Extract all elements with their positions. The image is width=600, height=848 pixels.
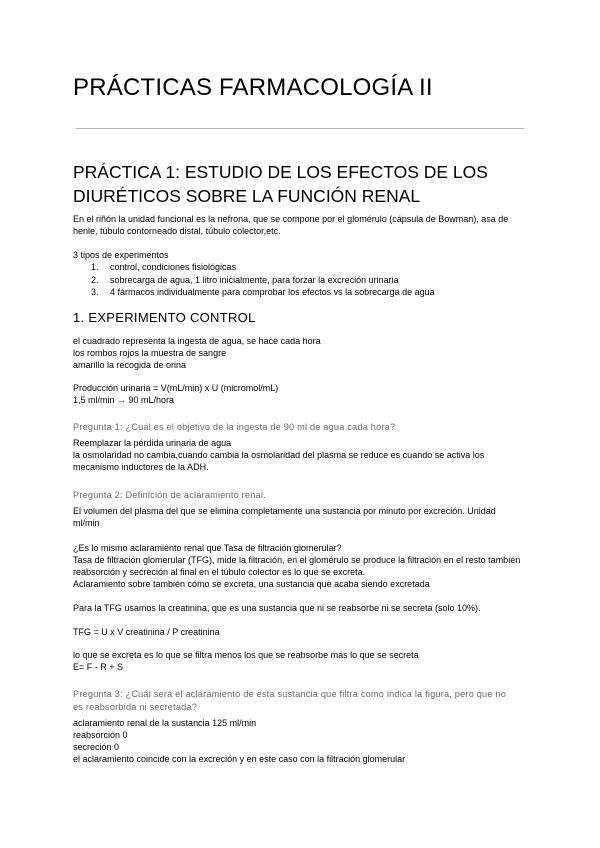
question-line: Pregunta 3: ¿Cuál será el aclaramiento de esta sustancia que filtra como indica la figura, pero que no	[73, 689, 507, 699]
excretion-line: E= F - R + S	[73, 662, 124, 672]
formula-line: Producción urinaria = V(mL/min) x U (micromol/mL)	[73, 383, 279, 393]
answer-line: Reemplazar la pérdida urinaria de agua	[73, 438, 232, 448]
question-2: Pregunta 2: Definición de aclaramiento renal.	[73, 490, 266, 500]
title-divider	[76, 128, 524, 129]
answer-line: el aclaramiento coincide con la excreción y en este caso con la filtración glomerular	[73, 754, 406, 764]
tfg-line: Aclaramiento sobre también cómo se excreta, una sustancia que acaba siendo excretada	[73, 579, 430, 589]
practice-title-line-2: DIURÉTICOS SOBRE LA FUNCIÓN RENAL	[73, 186, 421, 206]
tfg-formula: TFG = U x V creatinina / P creatinina	[73, 627, 220, 637]
answer-line: la osmolaridad no cambia,cuando cambia la osmolaridad del plasma se reduce es cuando se activa los	[73, 450, 485, 460]
question-1: Pregunta 1: ¿Cuál es el objetivo de la ingesta de 90 ml de agua cada hora?	[73, 422, 396, 432]
practice-title-line-1: PRÁCTICA 1: ESTUDIO DE LOS EFECTOS DE LOS	[73, 162, 488, 182]
tfg-comparison	[73, 542, 520, 590]
control-note-line: los rombos rojos la muestra de sangre	[73, 348, 227, 358]
creatinine-note: Para la TFG usamos la creatinina, que es una sustancia que ni se reabsorbe ni se secreta (solo 10%).	[73, 603, 481, 613]
answer-line: mecanismo inductores de la ADH.	[73, 462, 209, 472]
tfg-line: reabsorción y secreción al final en el túbulo colector es lo que se excreta.	[73, 567, 366, 577]
excretion-line: lo que se excreta es lo que se filtra menos los que se reabsorbe más lo que se secreta	[73, 650, 419, 660]
experiments-intro: 3 tipos de experimentos	[73, 250, 169, 260]
tfg-line: Tasa de filtración glomerular (TFG), mide la filtración, en el glomérulo se produce la filtración en el resto también	[73, 555, 521, 565]
excretion-equation	[73, 649, 419, 673]
tfg-line: ¿Es lo mismo aclaramiento renal que Tasa de filtración glomerular?	[73, 543, 342, 553]
answer-line: secreción 0	[73, 742, 120, 752]
answer-2	[73, 505, 496, 529]
experiments-list	[73, 261, 435, 299]
list-item: 1. control, condiciones fisiológicas	[91, 262, 237, 272]
answer-line: ml/min	[73, 518, 100, 528]
answer-1	[73, 437, 484, 473]
answer-line: aclaramiento renal de la sustancia 125 ml/min	[73, 718, 257, 728]
control-note-line: el cuadrado representa la ingesta de agua, se hace cada hora	[73, 336, 321, 346]
list-item: 2. sobrecarga de agua, 1 litro inicialmente, para forzar la excreción urinaria	[91, 274, 399, 285]
intro-line-2: henle, túbulo contorneado distal, túbulo colector,etc.	[73, 226, 281, 236]
question-3	[73, 688, 506, 714]
control-notes	[73, 335, 321, 371]
document-title: PRÁCTICAS FARMACOLOGÍA II	[73, 74, 433, 101]
control-note-line: amarillo la recogida de orina	[73, 360, 187, 370]
question-line: es reabsorbida ni secretada?	[73, 702, 198, 712]
formula-line: 1,5 ml/min → 90 mL/hora	[73, 395, 175, 405]
answer-3	[73, 717, 405, 765]
answer-line: reabsorción 0	[73, 730, 128, 740]
intro-paragraph	[73, 213, 508, 237]
section-heading-control: 1. EXPERIMENTO CONTROL	[73, 310, 256, 325]
answer-line: El volumen del plasma del que se elimina completamente una sustancia por minuto por excreción. Unidad	[73, 506, 496, 516]
intro-line-1: En el riñón la unidad funcional es la nefrona, que se compone por el glomérulo (cápsula de Bowman), asa de	[73, 214, 509, 224]
list-item: 3. 4 fármacos individualmente para comprobar los efectos vs la sobrecarga de agua	[91, 287, 435, 297]
urine-production-formula	[73, 382, 278, 406]
practice-title	[73, 160, 488, 208]
